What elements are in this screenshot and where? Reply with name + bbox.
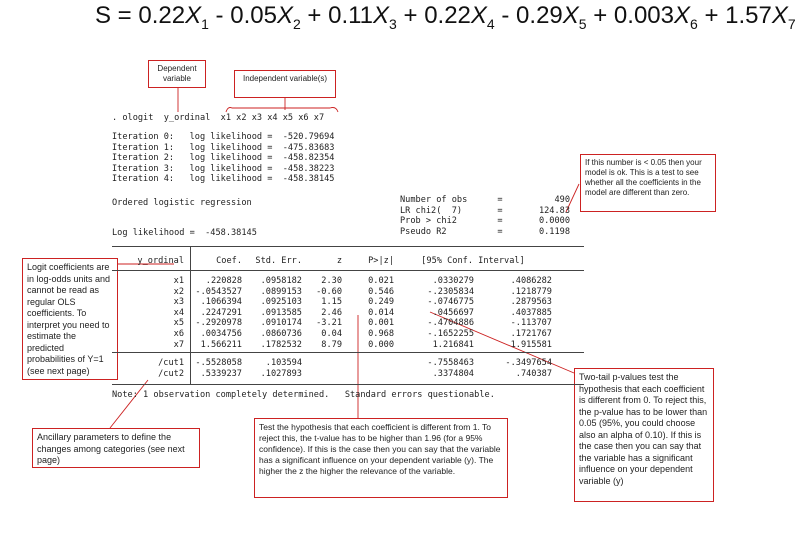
equation-coefficient: + 0.22 — [396, 2, 471, 29]
coef-table-header — [112, 256, 552, 267]
equation-variable: X — [771, 2, 788, 29]
table-cell-se: .103594 — [265, 358, 302, 368]
table-column-header: z — [336, 256, 342, 266]
table-cell-hi: -.3497654 — [505, 358, 552, 368]
table-cut-rule — [112, 352, 584, 353]
table-header-rule — [112, 270, 584, 271]
table-cell-name: /cut1 — [158, 358, 184, 368]
table-cell-name: x3 — [173, 297, 184, 308]
table-cell-lo: -.1652255 — [427, 328, 474, 339]
equation-subscript: 5 — [578, 15, 587, 32]
table-cell-lo: -.7558463 — [427, 358, 474, 368]
table-cell-lo: -.4704886 — [427, 318, 474, 329]
callout-model-pvalue — [580, 154, 716, 212]
table-cell-hi: .740387 — [515, 368, 552, 379]
callout-ancillary — [32, 428, 200, 468]
callout-ttest-text: Test the hypothesis that each coefficient is different from 1. To reject this, the t-value has to be higher than 1.96 (for a 95% confidence). If this is the case then you can say that the variable has a significant influence on your dependent variable (y). The higher the z the higher the relevance of the variable. — [259, 422, 501, 476]
table-cell-p: 0.249 — [368, 297, 394, 308]
table-top-rule — [112, 246, 584, 247]
table-cell-z: 2.30 — [321, 276, 342, 286]
log-likelihood-line: Log likelihood = -458.38145 — [112, 228, 257, 238]
callout-ttest — [254, 418, 508, 498]
iteration-line: Iteration 0: log likelihood = -520.79694 — [112, 132, 335, 142]
table-cell-se: .0913585 — [260, 307, 302, 318]
table-cell-lo: .3374804 — [432, 368, 474, 379]
stat-row — [400, 195, 570, 206]
table-cell-z: 0.04 — [321, 328, 342, 339]
callout-independent — [234, 70, 336, 98]
callout-logit-text: Logit coefficients are in log-odds units and cannot be read as regular OLS coefficients. To interpret you need to estimate the predicted probabilities of Y=1 (see next page) — [27, 262, 111, 376]
table-cell-name: x2 — [173, 286, 184, 297]
table-cell-p: 0.546 — [368, 286, 394, 297]
table-cell-hi: .2879563 — [510, 297, 552, 308]
equation-variable: X — [373, 2, 390, 29]
callout-coef-pvalue — [574, 368, 714, 502]
table-cell-coef: .2247291 — [200, 307, 242, 318]
stat-label: Prob > chi2 — [400, 216, 457, 227]
table-cell-se: .0860736 — [260, 328, 302, 339]
table-cell-se: .0899153 — [260, 286, 302, 297]
table-cell-coef: -.0543527 — [195, 286, 242, 297]
equation-prefix: S = 0.22 — [95, 2, 186, 29]
iteration-line: Iteration 4: log likelihood = -458.38145 — [112, 174, 335, 185]
table-cell-z: -3.21 — [316, 318, 342, 329]
table-cell-se: .0925103 — [260, 297, 302, 308]
table-cell-z: 1.15 — [321, 297, 342, 308]
stat-value: 490 — [554, 195, 570, 205]
table-cell-lo: .0330279 — [432, 276, 474, 286]
table-cell-lo: .0456697 — [432, 307, 474, 318]
table-cell-hi: .4086282 — [510, 276, 552, 286]
table-cell-hi: .4037885 — [510, 307, 552, 318]
callout-ancillary-text: Ancillary parameters to define the changes among categories (see next page) — [37, 432, 185, 465]
table-row — [112, 308, 552, 319]
table-cell-hi: .1218779 — [510, 286, 552, 297]
table-cell-z: -0.60 — [316, 286, 342, 297]
table-cell-coef: .220828 — [205, 276, 242, 286]
table-column-header: Coef. — [216, 256, 242, 266]
table-cell-p: 0.000 — [368, 339, 394, 350]
equation-subscript: 7 — [787, 15, 796, 32]
table-cell-coef: -.2920978 — [195, 318, 242, 329]
iteration-line: Iteration 3: log likelihood = -458.38223 — [112, 163, 335, 174]
callout-dependent-text: Dependent variable — [157, 64, 197, 83]
stata-note: Note: 1 observation completely determined. Standard errors questionable. — [112, 390, 495, 400]
equation-subscript: 1 — [201, 15, 209, 32]
iteration-line: Iteration 1: log likelihood = -475.83683 — [112, 142, 335, 153]
equation-coefficient: - 0.29 — [494, 2, 563, 29]
stat-label: Pseudo R2 — [400, 226, 447, 237]
equation-coefficient: + 0.003 — [586, 2, 674, 29]
table-row — [112, 276, 552, 287]
iteration-line: Iteration 2: log likelihood = -458.82354 — [112, 153, 335, 164]
stat-eq: = — [497, 195, 503, 205]
table-cell-name: /cut2 — [158, 368, 184, 379]
table-row — [112, 297, 552, 308]
callout-independent-text: Independent variable(s) — [242, 74, 328, 83]
stat-label: LR chi2( 7) — [400, 205, 463, 216]
equation-subscript: 4 — [486, 15, 495, 32]
table-cell-z: 2.46 — [321, 307, 342, 318]
equation-subscript: 6 — [690, 15, 698, 32]
equation-subscript: 2 — [292, 15, 301, 32]
table-cell-se: .1027893 — [260, 368, 302, 379]
table-cell-name: x6 — [173, 328, 184, 339]
cut-row — [112, 369, 552, 380]
table-cell-se: .0910174 — [260, 318, 302, 329]
table-row — [112, 329, 552, 340]
equation-coefficient: + 0.11 — [300, 2, 374, 29]
table-column-header: y_ordinal — [137, 256, 184, 266]
table-cell-z: 8.79 — [321, 339, 342, 350]
stat-value: 0.0000 — [538, 216, 570, 227]
table-row — [112, 287, 552, 298]
table-cell-se: .0958182 — [260, 276, 302, 286]
equation-coefficient: + 1.57 — [697, 2, 772, 29]
table-bottom-rule — [112, 384, 584, 385]
model-title: Ordered logistic regression — [112, 198, 252, 208]
stat-value: 124.83 — [538, 205, 570, 216]
stat-eq: = — [497, 216, 503, 227]
stat-row — [400, 227, 570, 238]
stat-label: Number of obs — [400, 195, 468, 205]
cut-row — [112, 358, 552, 369]
equation-coefficient: - 0.05 — [208, 2, 277, 29]
table-cell-se: .1782532 — [260, 339, 302, 350]
table-row — [112, 340, 552, 351]
table-cell-hi: 1.915581 — [510, 339, 552, 350]
callout-model-pvalue-text: If this number is < 0.05 then your model is ok. This is a test to see whether all the coefficients in the model are different than zero. — [585, 158, 702, 197]
table-cell-hi: .1721767 — [510, 328, 552, 339]
table-cell-coef: 1.566211 — [200, 339, 242, 350]
callout-logit — [22, 258, 118, 380]
table-cell-name: x7 — [173, 339, 184, 350]
table-cell-p: 0.021 — [368, 276, 394, 286]
table-cell-name: x1 — [173, 276, 184, 286]
table-cell-p: 0.001 — [368, 318, 394, 329]
table-cell-name: x5 — [173, 318, 184, 329]
regression-equation — [95, 2, 796, 32]
stata-command: . ologit y_ordinal x1 x2 x3 x4 x5 x6 x7 — [112, 113, 325, 123]
coef-table-body — [112, 276, 552, 350]
table-cell-lo: -.0746775 — [427, 297, 474, 308]
stat-eq: = — [497, 226, 503, 237]
stat-row — [400, 206, 570, 217]
stat-row — [400, 216, 570, 227]
callout-coef-pvalue-text: Two-tail p-values test the hypothesis that each coefficient is different from 0. To reject this, the p-value has to be lower than 0.05 (95%, you could choose also an alpha of 0.10). If this is the case then you can say that the variable has a significant influence on your dependent variable (y) — [579, 372, 708, 486]
stat-value: 0.1198 — [538, 226, 570, 237]
table-cell-coef: .0034756 — [200, 328, 242, 339]
table-cell-coef: .5339237 — [200, 368, 242, 379]
equation-variable: X — [470, 2, 487, 29]
equation-variable: X — [185, 2, 202, 29]
equation-variable: X — [562, 2, 579, 29]
callout-dependent — [148, 60, 206, 88]
iteration-log — [112, 132, 334, 185]
table-cell-coef: .1066394 — [200, 297, 242, 308]
table-row — [112, 318, 552, 329]
cut-rows — [112, 358, 552, 379]
stat-eq: = — [497, 205, 503, 216]
table-cell-hi: -.113707 — [510, 318, 552, 329]
equation-subscript: 3 — [389, 15, 397, 32]
model-stats — [400, 195, 570, 237]
table-column-header: [95% Conf. Interval] — [421, 256, 525, 266]
table-cell-name: x4 — [173, 307, 184, 318]
table-cell-coef: -.5528058 — [195, 358, 242, 368]
table-column-header: P>|z| — [368, 256, 394, 266]
table-cell-lo: -.2305834 — [427, 286, 474, 297]
equation-variable: X — [674, 2, 691, 29]
table-column-header: Std. Err. — [255, 256, 302, 266]
table-cell-p: 0.968 — [368, 328, 394, 339]
table-cell-lo: 1.216841 — [432, 339, 474, 350]
equation-variable: X — [276, 2, 293, 29]
table-cell-p: 0.014 — [368, 307, 394, 318]
